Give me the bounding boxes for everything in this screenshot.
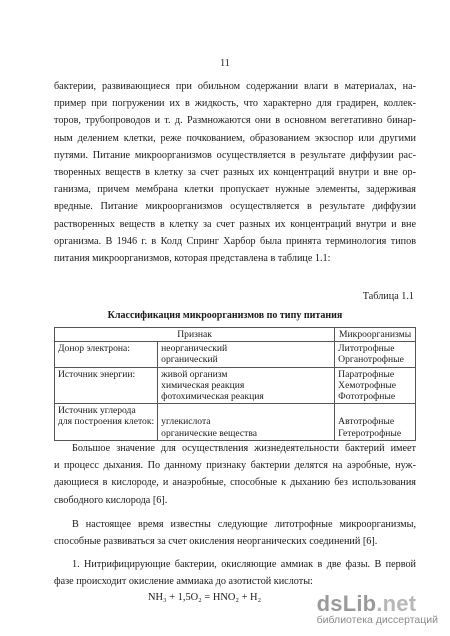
- header-attribute: Признак: [55, 328, 335, 342]
- chemical-formula: NH₃ + 1,5O₂ = HNO₂ + H₂: [148, 592, 262, 603]
- text-line: В настоящее время известны следующие литотрофные микроорганизмы,: [72, 519, 416, 530]
- row-attribute: Источник энергии:: [55, 367, 158, 404]
- table-label: Таблица 1.1: [362, 291, 414, 302]
- classification-table: [54, 327, 416, 441]
- row-organisms: Автотрофные Гетеротрофные: [335, 404, 416, 441]
- paragraph-intro: [54, 78, 416, 267]
- text-line: свободного кислорода [6].: [54, 494, 168, 506]
- row-values: неорганический органический: [158, 342, 335, 367]
- text-line: путями. Питание микроорганизмов осуществляется в результате диффузии рас-: [54, 149, 416, 161]
- text-line: способные развиваться за счет окисления неорганических соединений [6].: [54, 536, 378, 548]
- text-line: организма. В 1946 г. в Колд Спринг Харбор была принята терминология типов: [54, 235, 416, 247]
- table-header-row: [55, 328, 416, 342]
- paragraph-lithotrophs: [54, 516, 416, 550]
- table-row: [55, 342, 416, 367]
- text-line: питания микроорганизмов, которая представлена в таблице 1.1:: [54, 252, 331, 264]
- table-row: [55, 404, 416, 441]
- text-line: фазе происходит окисление аммиака до азотистой кислоты:: [54, 576, 313, 588]
- text-line: ным делением клетки, реже почкованием, образованием экзоспор или другими: [54, 132, 416, 144]
- row-attribute: Донор электрона:: [55, 342, 158, 367]
- row-values: углекислота органические вещества: [158, 404, 335, 441]
- table-row: [55, 367, 416, 404]
- text-line: бактерии, развивающиеся при обильном содержании влаги в материалах, на-: [54, 81, 416, 92]
- text-line: ганизма, причем мембрана клетки пропускает нужные элементы, задерживая: [54, 184, 416, 196]
- text-line: растворенных веществ в клетку за счет разных их концентраций внутри и вне: [54, 218, 416, 230]
- paragraph-nitrifying: [54, 556, 416, 590]
- text-line: творенных веществ в клетку за счет разных их концентраций внутри и вне ор-: [54, 166, 416, 178]
- dslib-logo: dsLib.net: [316, 591, 417, 616]
- text-line: дающиеся в кислороде, и анаэробные, способные к дыханию без использования: [54, 477, 416, 489]
- header-organisms: Микроорганизмы: [335, 328, 416, 342]
- row-organisms: Паратрофные Хемотрофные Фототрофные: [335, 367, 416, 404]
- page-number: 11: [220, 58, 230, 69]
- row-attribute: Источник углерода для построения клеток:: [55, 404, 158, 441]
- row-values: живой организм химическая реакция фотохимическая реакция: [158, 367, 335, 404]
- text-line: торов, трубопроводов и т. д. Размножаются они в основном вегетативно бинар-: [54, 115, 416, 127]
- text-line: пример при погружении их в жидкость, что характерно для градирен, коллек-: [54, 98, 416, 110]
- watermark-subtitle: библиотека диссертаций: [316, 614, 438, 626]
- paragraph-respiration: [54, 440, 416, 509]
- text-line: Большое значение для осуществления жизнедеятельности бактерий имеет: [72, 443, 416, 454]
- table-title: Классификация микроорганизмов по типу питания: [107, 310, 343, 321]
- text-line: вредные. Питание микроорганизмов осуществляется в результате диффузии: [54, 201, 416, 213]
- text-line: и процесс дыхания. По данному признаку бактерии делятся на аэробные, нуж-: [54, 460, 416, 472]
- dslib-watermark: [317, 591, 438, 626]
- text-line: 1. Нитрифицирующие бактерии, окисляющие аммиак в две фазы. В первой: [72, 559, 416, 570]
- row-organisms: Литотрофные Органотрофные: [335, 342, 416, 367]
